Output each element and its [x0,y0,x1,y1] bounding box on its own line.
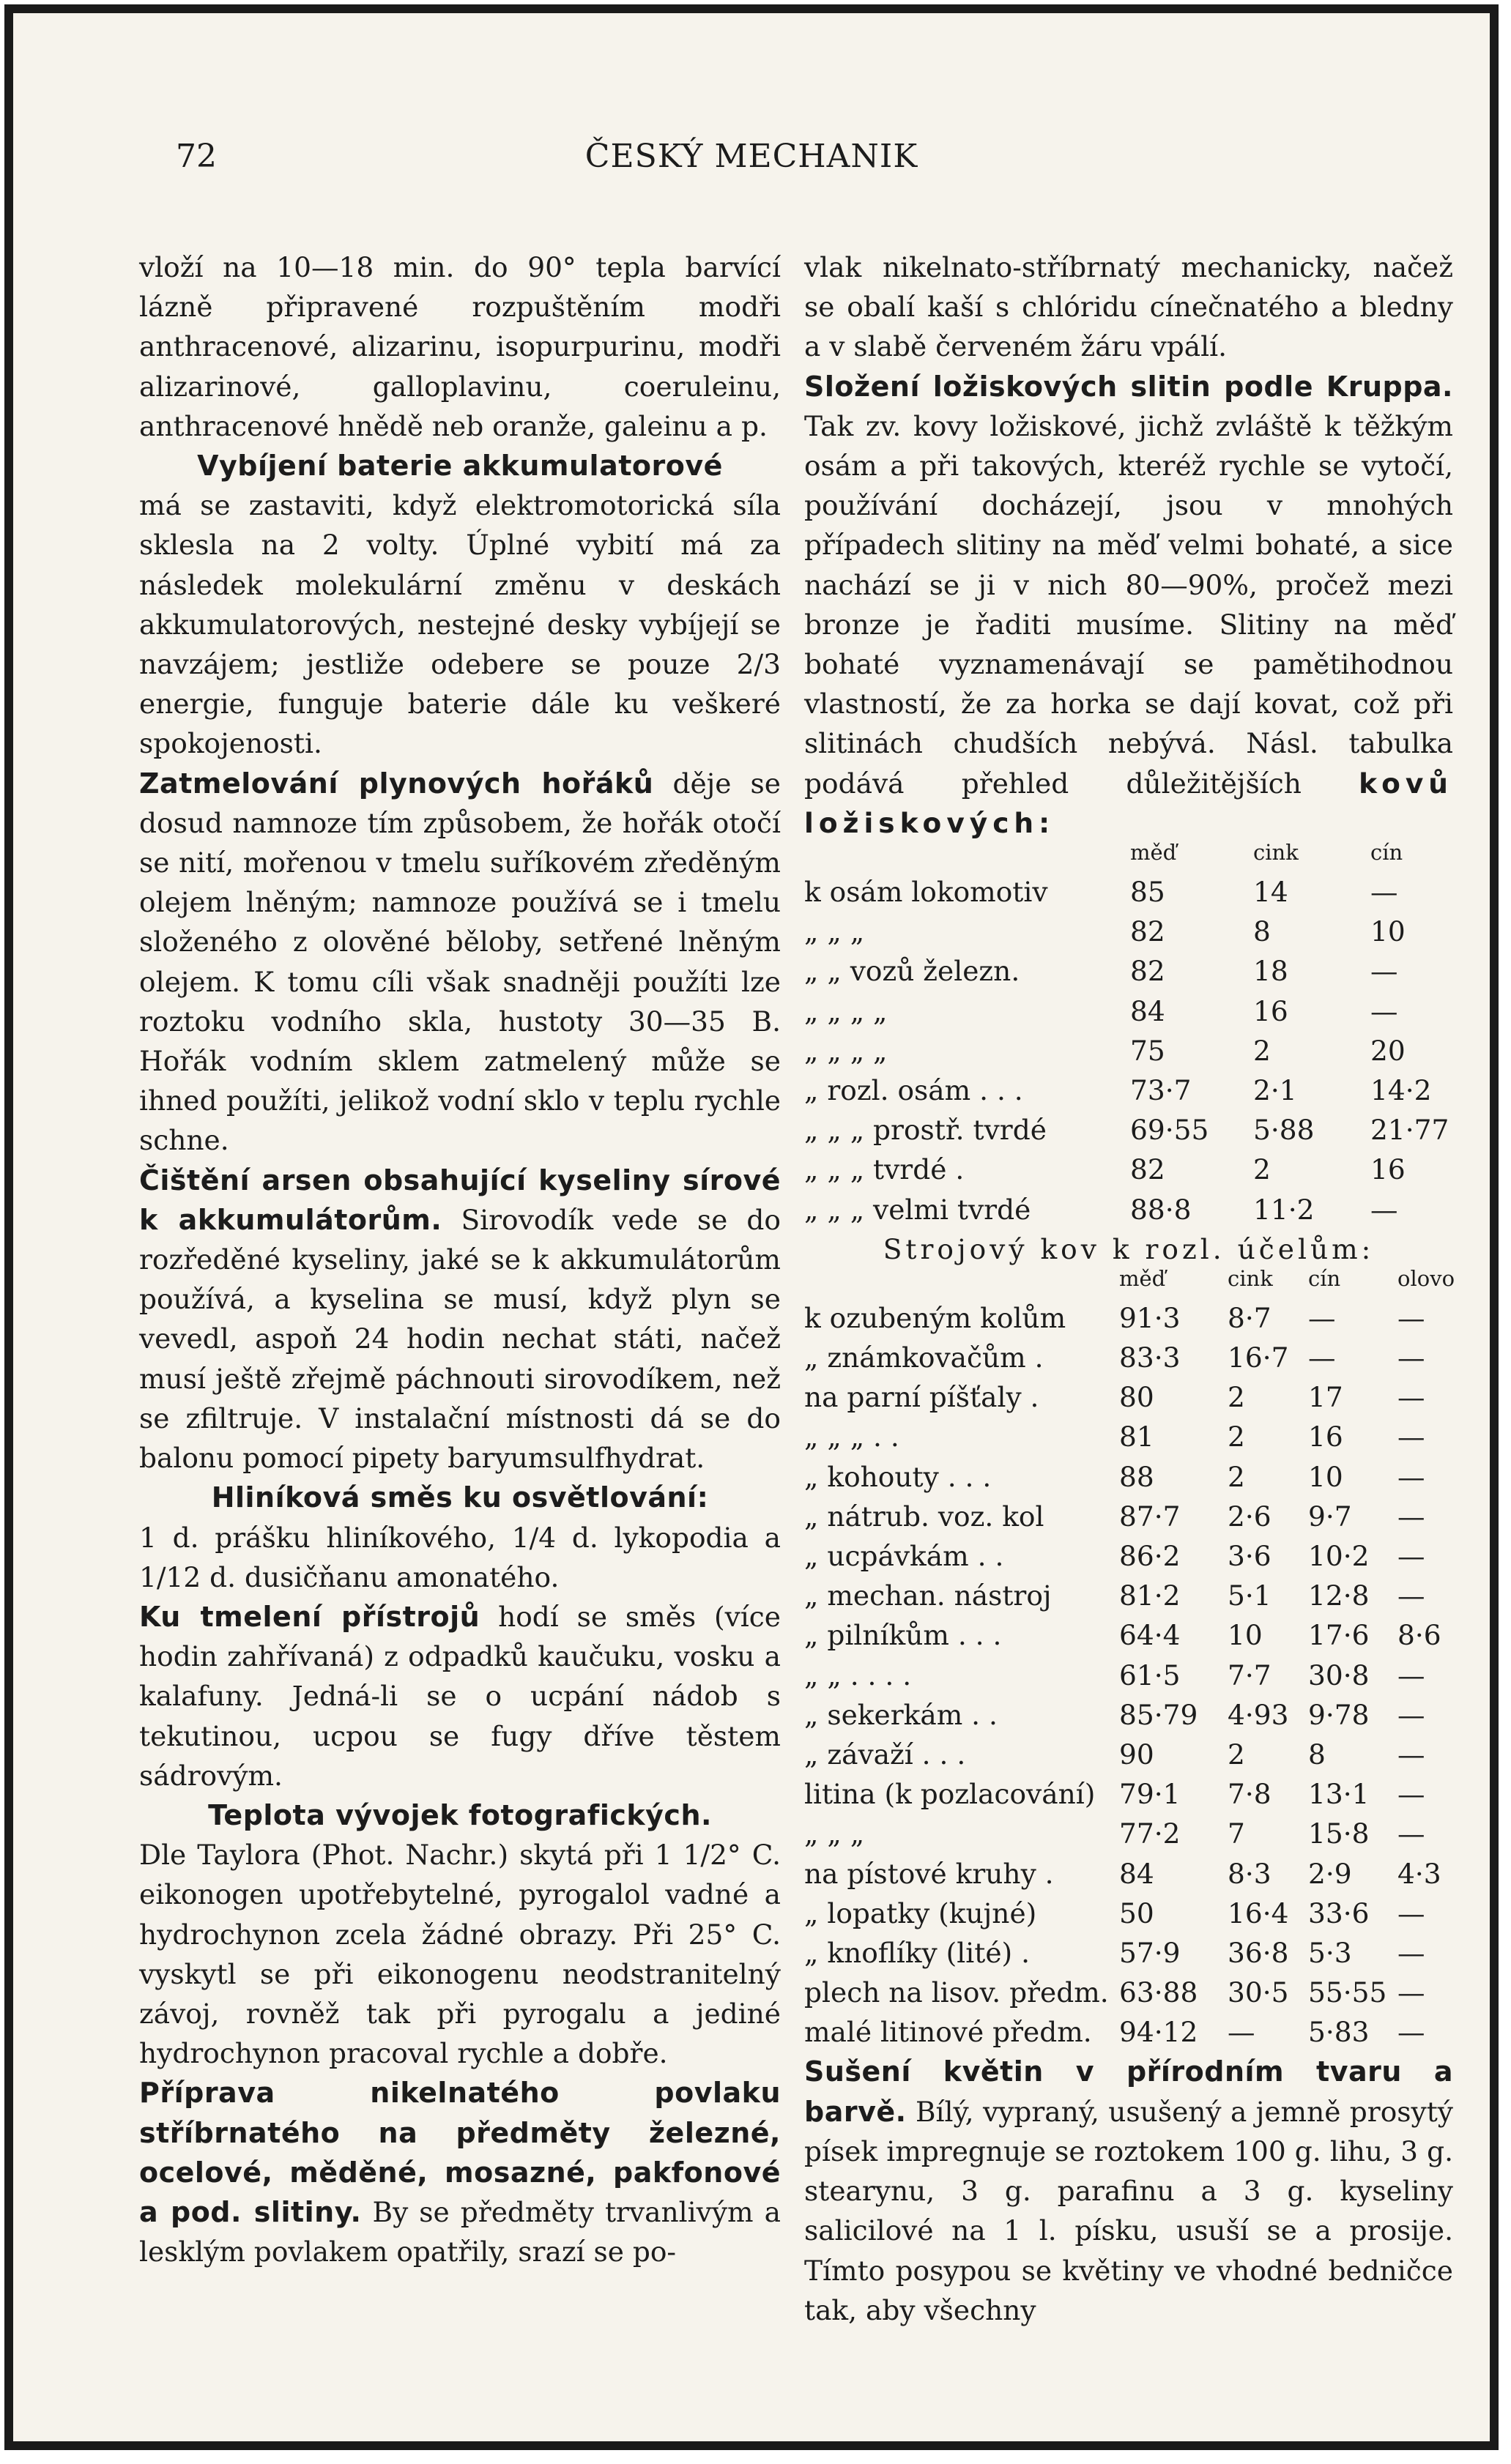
table2-cell: 91·3 [1119,1301,1181,1334]
table2-row-label: „ knoflíky (lité) . [804,1936,1030,1969]
table1-cell: 18 [1253,955,1288,988]
table2-cell: — [1397,1659,1425,1691]
table1-row [804,951,1453,991]
section-text: hodí se směs (více hodin zahřívaná) z odpadků kaučuku, vosku a kalafuny. Jedná-li se o ucpání nádob s tekutinou, ucpou se fugy dříve těstem sádrovým. [139,1600,781,1792]
table2-row-label: „ mechan. nástroj [804,1579,1052,1612]
section-block [804,367,1453,843]
table2-cell: 87·7 [1119,1500,1181,1533]
table1-cell: 8 [1253,915,1271,948]
table2-cell: 17·6 [1308,1619,1370,1652]
table2-cell: 10 [1308,1460,1343,1493]
table2-cell: — [1308,1341,1336,1374]
table2-cell: 16·4 [1228,1897,1289,1929]
table2-cell: 2 [1228,1381,1245,1414]
table1-cell: 14·2 [1370,1073,1432,1106]
section-block [804,2052,1453,2329]
paragraph: vlak nikelnato-stříbrnatý mechanicky, načež se obalí kaší s chlóridu cínečnatého a bledny a v slabě červeném žáru vpálí. [804,251,1453,363]
table1-row [804,872,1453,912]
table2-row [804,1338,1453,1377]
table1-cell: 84 [1130,994,1165,1027]
table2-cell: 5·1 [1228,1579,1271,1612]
table2-cell: — [1397,1301,1425,1334]
table2-col-head: cín [1308,1265,1341,1291]
table2-cell: — [1397,1778,1425,1811]
table1-cell: 20 [1370,1034,1406,1067]
table2-row [804,1735,1453,1774]
table2-header [804,1265,1455,1298]
table2-row [804,1656,1453,1695]
table2-row-label: „ známkovačům . [804,1341,1044,1374]
table2-cell: 4·3 [1397,1857,1441,1890]
table2-row-label: na pístové kruhy . [804,1857,1054,1890]
table2-title: Strojový kov k rozl. účelům: [883,1232,1375,1265]
table1-row [804,991,1453,1031]
section-heading: Hliníková směs ku osvětlování: [211,1481,709,1514]
table2-row [804,2012,1453,2052]
table2-row [804,1894,1453,1933]
table1-cell: — [1370,876,1398,909]
table2-cell: 83·3 [1119,1341,1181,1374]
table2-col-head: měď [1119,1265,1166,1291]
table2-cell: 8·7 [1228,1301,1271,1334]
section-text: Bílý, vypraný, usušený a jemně prosytý písek impregnuje se roztokem 100 g. lihu, 3 g. stearynu, 3 g. parafinu a 3 g. kyseliny salicilové na 1 l. písku, usuší se a prosije. Tímto posypou se květiny ve vhodné bedničce tak, aby všechny [804,2095,1453,2326]
table2-row [804,1774,1453,1814]
table2-row-label: „ lopatky (kujné) [804,1897,1037,1929]
table2-cell: 13·1 [1308,1778,1370,1811]
table1-row-label: „ „ „ tvrdé . [804,1153,965,1186]
paragraph: má se zastaviti, když elektromotorická síla sklesla na 2 volty. Úplné vybití má za následek molekulární změnu v deskách akkumulatorových, nestejné desky vybíjejí se navzájem; jestliže odebere se pouze 2/3 energie, funguje baterie dále ku veškeré spokojenosti. [139,489,781,760]
running-head [13,138,1490,189]
table1-cell: 85 [1130,876,1165,909]
table2-cell: 85·79 [1119,1698,1198,1731]
table1-cell: 16 [1253,994,1288,1027]
table2-cell: 64·4 [1119,1619,1181,1652]
table2-cell: 10·2 [1308,1540,1370,1573]
table1-cell: 88·8 [1130,1193,1192,1226]
table2-cell: 30·5 [1228,1976,1289,2009]
paragraph: vloží na 10—18 min. do 90° tepla barvící lázně připravené rozpuštěním modři anthracenové, alizarinu, isopurpurinu, modři alizarinové, galloplavinu, coeruleinu, anthracenové hnědě neb oranže, galeinu a p. [139,251,781,442]
section-heading: Teplota vývojek fotografických. [208,1798,712,1831]
table1-body [804,872,1453,1229]
section-block [139,2073,781,2271]
table2-cell: — [1397,1698,1425,1731]
document-page [13,13,1490,2441]
table2-cell: 84 [1119,1857,1154,1890]
table1-row [804,1190,1453,1229]
table2-cell: — [1397,1579,1425,1612]
section-text: Tak zv. kovy ložiskové, jichž zvláště k těžkým osám a při takových, kteréž rychle se vytočí, používání docházejí, jsou v mnohých případech slitiny na měď velmi bohaté, a sice nachází se ji v nich 80—90%, pročež mezi bronze je řaditi musíme. Slitiny na měď bohaté vyznamenávají se pamětihodnou vlastností, že za horka se dají kovat, což při slitinách chudších nebývá. Násl. tabulka podává přehled důležitějších [804,409,1453,800]
table2-row [804,1298,1453,1338]
table2-row-label: „ „ „ [804,1817,865,1850]
table2-row-label: „ „ . . . . [804,1659,912,1691]
table2-cell: 9·7 [1308,1500,1352,1533]
table1-cell: 2·1 [1253,1073,1297,1106]
table2-body [804,1298,1453,2052]
table2-cell: 81 [1119,1421,1154,1454]
table2-cell: 88 [1119,1460,1154,1493]
table1-row-label: „ „ „ velmi tvrdé [804,1193,1031,1226]
table2-row [804,1457,1453,1497]
paragraph: Dle Taylora (Phot. Nachr.) skytá při 1 1/2° C. eikonogen upotřebytelné, pyrogalol vadné a hydrochynon zcela žádné obrazy. Při 25° C. vyskytl se při eikonogenu neodstranitelný závoj, rovněž tak při pyrogalu a jediné hydrochynon pracoval rychle a dobře. [139,1839,781,2070]
section-heading: Příprava nikelnatého povlaku stříbrnatého na předměty železné, ocelové, měděné, mosazné, pakfonové a pod. slitiny. [139,2077,781,2228]
table1-cell: 14 [1253,876,1288,909]
table2-row-label: „ sekerkám . . [804,1698,998,1731]
left-column [139,247,781,2271]
table1-cell: 2 [1253,1034,1271,1067]
paragraph: 1 d. prášku hliníkového, 1/4 d. lykopodia a 1/12 d. dusičňanu amonatého. [139,1521,781,1593]
table1-row-label: „ „ „ „ [804,994,888,1027]
journal-title: ČESKÝ MECHANIK [584,138,918,175]
table2-cell: — [1397,1897,1425,1929]
table1-cell: 5·88 [1253,1114,1315,1147]
table2-cell: 50 [1119,1897,1154,1929]
table2-cell: 4·93 [1228,1698,1289,1731]
table2-cell: 2 [1228,1460,1245,1493]
table2-cell: — [1397,1341,1425,1374]
table2-cell: 2 [1228,1421,1245,1454]
section-block [139,1597,781,1795]
table2-cell: 77·2 [1119,1817,1181,1850]
table2-row [804,1417,1453,1456]
table2-row-label: „ kohouty . . . [804,1460,992,1493]
table2-cell: 2·6 [1228,1500,1271,1533]
table2-row-label: plech na lisov. předm. [804,1976,1109,2009]
table1-cell: 16 [1370,1153,1406,1186]
table1-row-label: k osám lokomotiv [804,876,1048,909]
table1-row-label: „ „ vozů železn. [804,955,1020,988]
table2-cell: — [1397,1421,1425,1454]
table1-row-label: „ rozl. osám . . . [804,1073,1023,1106]
table2-row-label: k ozubeným kolům [804,1301,1066,1334]
section-heading: Vybíjení baterie akkumulatorové [197,450,723,483]
table2-cell: 15·8 [1308,1817,1370,1850]
table2-cell: 90 [1119,1738,1154,1771]
table2-row [804,1933,1453,1973]
table2-row-label: „ ucpávkám . . [804,1540,1004,1573]
table2-row [804,1377,1453,1417]
table1-cell: 21·77 [1370,1114,1449,1147]
table2-cell: — [1397,2016,1425,2049]
table2-row-label: „ závaží . . . [804,1738,966,1771]
table2-cell: 55·55 [1308,1976,1387,2009]
table2-cell: 8 [1308,1738,1326,1771]
section-heading: Složení ložiskových slitin podle Kruppa. [804,370,1453,403]
section-heading: Ku tmelení přístrojů [139,1600,480,1633]
table1-col-head: cín [1370,839,1403,865]
table2-cell: 81·2 [1119,1579,1181,1612]
table2-cell: 61·5 [1119,1659,1181,1691]
section-block [139,1161,781,1478]
table1-cell: 75 [1130,1034,1165,1067]
table1-row [804,1071,1453,1110]
table2-row [804,1695,1453,1735]
table2-cell: — [1397,1976,1425,2009]
table2-row [804,1497,1453,1536]
table2-row-label: na parní píšťaly . [804,1381,1039,1414]
table2-cell: 3·6 [1228,1540,1271,1573]
table2-row-label: „ nátrub. voz. kol [804,1500,1044,1533]
table1-cell: 10 [1370,915,1406,948]
table2-cell: — [1397,1381,1425,1414]
right-column [804,247,1453,2330]
table2-cell: 10 [1228,1619,1263,1652]
table2-cell: 33·6 [1308,1897,1370,1929]
table2-cell: 7·8 [1228,1778,1271,1811]
table2-cell: 16·7 [1228,1341,1289,1374]
table2-row-label: litina (k pozlacování) [804,1778,1096,1811]
section-text: Sirovodík vede se do rozředěné kyseliny, jaké se k akkumulátorům používá, a kyselina se musí, když plyn se vevedl, aspoň 24 hodin nechat státi, načež musí ještě zřejmě páchnouti sirovodíkem, než se zfiltruje. V instalační místnosti dá se do balonu pomocí pipety baryumsulfhydrat. [139,1203,782,1475]
section-text-spaced: kovů ložiskových: [804,767,1454,839]
table1-row [804,1110,1453,1150]
table2-cell: 30·8 [1308,1659,1370,1691]
section-text: děje se dosud namnoze tím způsobem, že hořák otočí se nití, mořenou v tmelu suříkovém zředěným olejem lněným; namnoze používá se i tmelu složeného z olověné běloby, setřené lněným olejem. K tomu cíli však snadněji použíti lze roztoku vodního skla, hustoty 30—35 B. Hořák vodním sklem zatmelený může se ihned použíti, jelikož vodní sklo v teplu rychle schne. [139,767,781,1157]
table2-cell: — [1397,1936,1425,1969]
table1-cell: 69·55 [1130,1114,1209,1147]
table2-cell: 7 [1228,1817,1245,1850]
table2-cell: 17 [1308,1381,1343,1414]
table2-cell: — [1397,1460,1425,1493]
section-heading: Sušení květin v přírodním tvaru a barvě. [804,2055,1453,2128]
table1-row-label: „ „ „ [804,915,865,948]
table1-row [804,912,1453,951]
table2-cell: — [1228,2016,1255,2049]
table2-cell: 16 [1308,1421,1343,1454]
section-text: By se předměty trvanlivým a lesklým povlakem opatřily, srazí se po- [139,2195,782,2268]
table1-col-head: cink [1253,839,1299,865]
table2-cell: 5·3 [1308,1936,1352,1969]
table2-col-head: cink [1228,1265,1273,1291]
table1-cell: — [1370,955,1398,988]
table1-cell: 73·7 [1130,1073,1192,1106]
table1-row-label: „ „ „ prostř. tvrdé [804,1114,1047,1147]
table1-cell: 11·2 [1253,1193,1315,1226]
table1-cell: 82 [1130,915,1165,948]
table2-row [804,1973,1453,2012]
table2-cell: 8·3 [1228,1857,1271,1890]
table2-row [804,1615,1453,1655]
table2-cell: 2 [1228,1738,1245,1771]
table2-cell: — [1397,1817,1425,1850]
table2-cell: 7·7 [1228,1659,1271,1691]
table1-row [804,1150,1453,1189]
table2-row-label: malé litinové předm. [804,2016,1092,2049]
table2-cell: — [1397,1738,1425,1771]
page-number: 72 [176,138,217,175]
table1-cell: — [1370,994,1398,1027]
table1-row-label: „ „ „ „ [804,1034,888,1067]
table2-cell: 94·12 [1119,2016,1198,2049]
table2-cell: — [1308,1301,1336,1334]
section-heading: Čištění arsen obsahující kyseliny sírové k akkumulátorům. [139,1164,781,1236]
table2-cell: 79·1 [1119,1778,1181,1811]
table2-cell: 86·2 [1119,1540,1181,1573]
table2-row [804,1854,1453,1894]
section-block [139,764,781,1161]
table2-col-head: olovo [1397,1265,1455,1291]
table1-cell: 82 [1130,955,1165,988]
table2-cell: 80 [1119,1381,1154,1414]
table2-row [804,1814,1453,1853]
table2-cell: 9·78 [1308,1698,1370,1731]
table2-row-label: „ pilníkům . . . [804,1619,1002,1652]
table2-cell: 2·9 [1308,1857,1352,1890]
table2-cell: 8·6 [1397,1619,1441,1652]
table2-cell: — [1397,1500,1425,1533]
section-heading: Zatmelování plynových hořáků [139,767,654,800]
table2-cell: 57·9 [1119,1936,1181,1969]
table1-cell: — [1370,1193,1398,1226]
table1-header [804,839,1453,872]
table2-row-label: „ „ „ . . [804,1421,899,1454]
table1-col-head: měď [1130,839,1177,865]
table2-cell: — [1397,1540,1425,1573]
table2-row [804,1576,1453,1615]
table2-row [804,1536,1453,1576]
table1-cell: 82 [1130,1153,1165,1186]
table1-cell: 2 [1253,1153,1271,1186]
table2-cell: 63·88 [1119,1976,1198,2009]
table2-cell: 12·8 [1308,1579,1370,1612]
table1-row [804,1031,1453,1071]
table2-cell: 36·8 [1228,1936,1289,1969]
table2-cell: 5·83 [1308,2016,1370,2049]
